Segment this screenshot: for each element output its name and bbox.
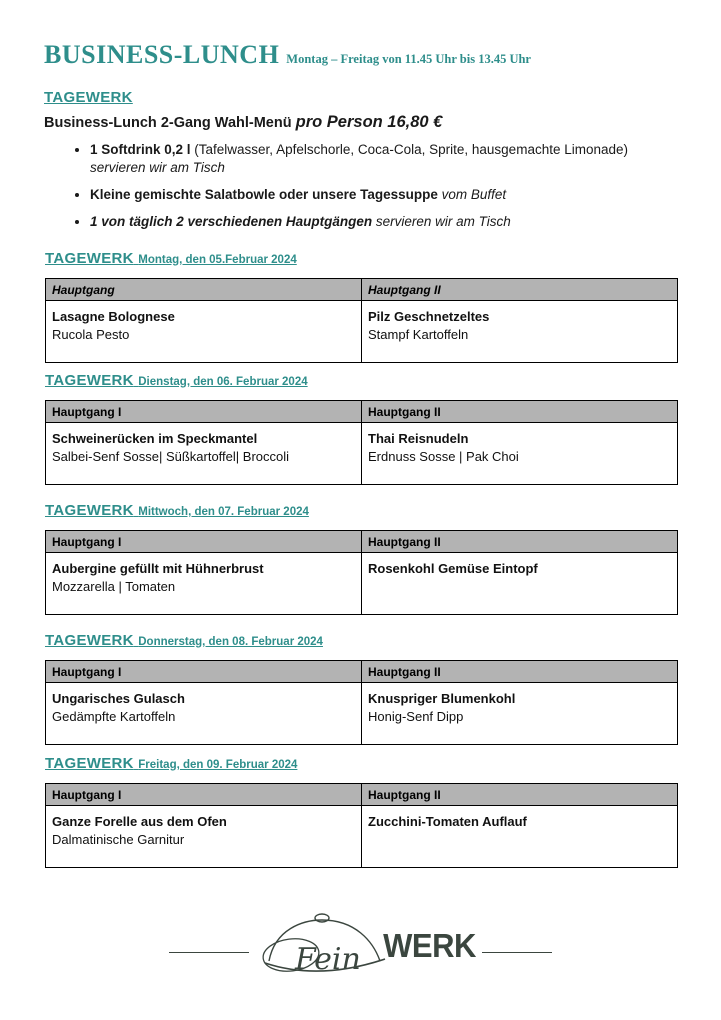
dish-title: Ganze Forelle aus dem Ofen bbox=[52, 814, 227, 829]
dish-cell-2 bbox=[362, 683, 678, 745]
day-section-wednesday bbox=[45, 502, 678, 615]
dish-cell-1 bbox=[46, 553, 362, 615]
table-header-row bbox=[46, 279, 678, 301]
dish-title: Aubergine gefüllt mit Hühnerbrust bbox=[52, 561, 264, 576]
tagewerk-heading: TAGEWERK bbox=[44, 89, 133, 106]
menu-table-monday bbox=[45, 278, 678, 363]
logo-bold-text: WERK bbox=[383, 926, 476, 965]
softdrink-bold-text: 1 Softdrink 0,2 l bbox=[90, 142, 191, 157]
day-date: Mittwoch, den 07. Februar 2024 bbox=[138, 506, 309, 518]
column-header-hauptgang-1: Hauptgang I bbox=[46, 401, 362, 423]
dish-side: Dalmatinische Garnitur bbox=[52, 832, 185, 847]
list-item-main-course bbox=[90, 213, 674, 231]
list-item-salad-soup bbox=[90, 186, 674, 204]
column-header-hauptgang-2: Hauptgang II bbox=[362, 661, 678, 683]
day-heading-wednesday bbox=[45, 502, 678, 520]
salad-soup-buffet-note: vom Buffet bbox=[437, 187, 507, 202]
menu-offer-text: Business-Lunch 2-Gang Wahl-Menü bbox=[44, 115, 296, 131]
day-heading-tuesday bbox=[45, 372, 678, 390]
column-header-hauptgang-2: Hauptgang II bbox=[362, 531, 678, 553]
table-row bbox=[46, 301, 678, 363]
menu-offer-line bbox=[44, 113, 442, 132]
dish-cell-2 bbox=[362, 423, 678, 485]
day-label: TAGEWERK bbox=[45, 372, 134, 389]
day-label: TAGEWERK bbox=[45, 502, 134, 519]
day-date: Montag, den 05.Februar 2024 bbox=[138, 254, 297, 266]
column-header-hauptgang-1: Hauptgang I bbox=[46, 531, 362, 553]
dish-title: Pilz Geschnetzeltes bbox=[368, 309, 490, 324]
dish-title: Thai Reisnudeln bbox=[368, 431, 469, 446]
dish-cell-2 bbox=[362, 553, 678, 615]
dish-title: Zucchini-Tomaten Auflauf bbox=[368, 814, 527, 829]
table-header-row bbox=[46, 784, 678, 806]
softdrink-serve-note: servieren wir am Tisch bbox=[90, 160, 225, 175]
column-header-hauptgang-2: Hauptgang II bbox=[362, 401, 678, 423]
dish-title: Schweinerücken im Speckmantel bbox=[52, 431, 258, 446]
dish-title: Rosenkohl Gemüse Eintopf bbox=[368, 561, 538, 576]
logo-script-text: Fein bbox=[295, 942, 361, 977]
menu-offer-price: pro Person 16,80 € bbox=[295, 113, 443, 131]
dish-side: Salbei-Senf Sosse| Süßkartoffel| Broccoli bbox=[52, 449, 290, 464]
cloche-icon bbox=[259, 907, 399, 979]
main-course-bold-text: 1 von täglich 2 verschiedenen Hauptgängen bbox=[90, 214, 373, 229]
salad-soup-bold-text: Kleine gemischte Salatbowle oder unsere Tagessuppe bbox=[90, 187, 438, 202]
included-items-list bbox=[44, 141, 674, 240]
dish-side: Mozzarella | Tomaten bbox=[52, 579, 176, 594]
dish-cell-2 bbox=[362, 806, 678, 868]
column-header-hauptgang-1: Hauptgang bbox=[46, 279, 362, 301]
menu-table-tuesday bbox=[45, 400, 678, 485]
softdrink-options-text: (Tafelwasser, Apfelschorle, Coca-Cola, Sprite, hausgemachte Limonade) bbox=[190, 142, 629, 157]
table-row bbox=[46, 683, 678, 745]
dish-side: Honig-Senf Dipp bbox=[368, 709, 464, 724]
day-label: TAGEWERK bbox=[45, 250, 134, 267]
day-date: Dienstag, den 06. Februar 2024 bbox=[138, 376, 308, 388]
menu-table-thursday bbox=[45, 660, 678, 745]
menu-table-friday bbox=[45, 783, 678, 868]
main-course-serve-note: servieren wir am Tisch bbox=[372, 214, 511, 229]
table-header-row bbox=[46, 531, 678, 553]
document-header bbox=[44, 40, 531, 70]
dish-side: Stampf Kartoffeln bbox=[368, 327, 469, 342]
column-header-hauptgang-1: Hauptgang I bbox=[46, 661, 362, 683]
column-header-hauptgang-2: Hauptgang II bbox=[362, 784, 678, 806]
feinwerk-logo bbox=[0, 907, 721, 979]
day-section-tuesday bbox=[45, 372, 678, 485]
dish-cell-1 bbox=[46, 301, 362, 363]
day-heading-monday bbox=[45, 250, 678, 268]
day-date: Donnerstag, den 08. Februar 2024 bbox=[138, 636, 323, 648]
dish-side: Gedämpfte Kartoffeln bbox=[52, 709, 176, 724]
dish-title: Lasagne Bolognese bbox=[52, 309, 175, 324]
day-date: Freitag, den 09. Februar 2024 bbox=[138, 759, 298, 771]
dish-cell-1 bbox=[46, 423, 362, 485]
day-heading-friday bbox=[45, 755, 678, 773]
table-header-row bbox=[46, 401, 678, 423]
table-row bbox=[46, 423, 678, 485]
dish-title: Ungarisches Gulasch bbox=[52, 691, 185, 706]
dish-cell-1 bbox=[46, 806, 362, 868]
table-row bbox=[46, 806, 678, 868]
dish-side: Erdnuss Sosse | Pak Choi bbox=[368, 449, 519, 464]
table-row bbox=[46, 553, 678, 615]
day-section-friday bbox=[45, 755, 678, 868]
day-heading-thursday bbox=[45, 632, 678, 650]
day-label: TAGEWERK bbox=[45, 632, 134, 649]
day-label: TAGEWERK bbox=[45, 755, 134, 772]
page-subtitle: Montag – Freitag von 11.45 Uhr bis 13.45 Uhr bbox=[286, 52, 531, 66]
page-title: BUSINESS-LUNCH bbox=[44, 40, 280, 69]
list-item-softdrink bbox=[90, 141, 674, 177]
day-section-monday bbox=[45, 250, 678, 363]
logo-right-rule bbox=[482, 952, 552, 953]
dish-side: Rucola Pesto bbox=[52, 327, 130, 342]
table-header-row bbox=[46, 661, 678, 683]
menu-table-wednesday bbox=[45, 530, 678, 615]
dish-title: Knuspriger Blumenkohl bbox=[368, 691, 516, 706]
column-header-hauptgang-1: Hauptgang I bbox=[46, 784, 362, 806]
column-header-hauptgang-2: Hauptgang II bbox=[362, 279, 678, 301]
logo-left-rule bbox=[169, 952, 249, 953]
day-section-thursday bbox=[45, 632, 678, 745]
dish-cell-1 bbox=[46, 683, 362, 745]
dish-cell-2 bbox=[362, 301, 678, 363]
